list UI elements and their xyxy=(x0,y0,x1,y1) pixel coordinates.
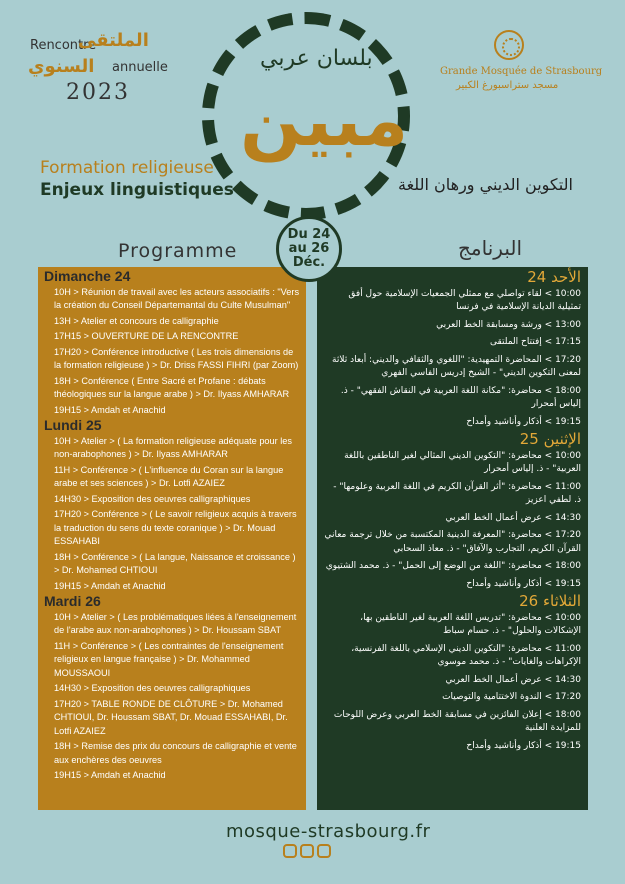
event-fr: 18H > Conférence > ( La langue, Naissance et croissance ) > Dr. Mohamed CHTIOUI xyxy=(54,551,296,575)
event-ar: 10:00 > لقاء تواصلي مع ممثلي الجمعيات الإسلامية حول أفق تمثيلية الديانة الإسلامية في فرنسا xyxy=(348,288,581,312)
event-fr: 19H15 > Amdah et Anachid xyxy=(54,404,166,415)
social-icons xyxy=(283,844,334,862)
event-ar: 10:00 > محاضرة: "التكوين الديني المثالي لغير الناطقين باللغة العربية" - ذ. إلياس أمحرار xyxy=(344,450,581,474)
youtube-icon[interactable] xyxy=(317,844,331,858)
event-ar: 18:00 > محاضرة: "مكانة اللغة العربية في النقاش الفقهي" - ذ. إلياس أمحرار xyxy=(340,385,581,409)
event-fr: 13H > Atelier et concours de calligraphie xyxy=(54,315,219,326)
programme-heading-fr: Programme xyxy=(118,240,238,262)
day-heading-ar: الأحد 24 xyxy=(527,268,581,286)
annuelle-label: annuelle xyxy=(112,60,168,75)
arabic-title-1: الملتقى xyxy=(78,30,149,51)
event-fr: 10H > Atelier > ( La formation religieuse adéquate pour les non-arabophones ) > Dr. Ilyass AMHARAR xyxy=(54,435,292,459)
event-fr: 17H20 > Conférence > ( Le savoir religieux acquis à travers la traduction du sens du texte coranique ) > Dr. Mouad ESSAHABI xyxy=(54,509,297,546)
event-ar: 19:15 > أذكار وأناشيد وأمداح xyxy=(466,578,581,589)
event-ar: 11:00 > محاضرة: "التكوين الديني الإسلامي باللغة الفرنسية، الإكراهات والغايات" - ذ. محمد موسوي xyxy=(351,643,581,667)
event-ar: 19:15 > أذكار وأناشيد وأمداح xyxy=(466,740,581,751)
date-line-2: au 26 xyxy=(288,241,330,256)
event-fr: 17H20 > Conférence introductive ( Les trois dimensions de la formation religieuse ) > Dr. Driss FASSI FIHRI (par Zoom) xyxy=(54,346,299,370)
event-fr: 14H30 > Exposition des oeuvres calligraphiques xyxy=(54,683,251,693)
date-line-3: Déc. xyxy=(292,255,326,270)
facebook-icon[interactable] xyxy=(300,844,314,858)
event-ar: 17:20 > المحاضرة التمهيدية: "اللغوي والثقافي والديني: أبعاد ثلاثة لمعنى التكوين الديني" - الشيخ إدريس الفاسي الفهري xyxy=(332,354,581,378)
day-heading-ar: الإثنين 25 xyxy=(519,430,581,448)
date-line-1: Du 24 xyxy=(287,227,331,242)
event-ar: 17:20 > الندوة الاختتامية والتوصيات xyxy=(442,692,581,702)
formation-title-2: Enjeux linguistiques xyxy=(40,180,234,200)
programme-ar-panel xyxy=(317,267,588,810)
event-ar: 13:00 > ورشة ومسابقة الخط العربي xyxy=(436,319,581,330)
event-fr: 17H15 > OUVERTURE DE LA RENCONTRE xyxy=(54,331,239,341)
logo-arabic-small: بلسان عربي xyxy=(260,46,373,71)
event-fr: 19H15 > Amdah et Anachid xyxy=(54,770,166,780)
day-heading-fr: Lundi 25 xyxy=(44,417,102,433)
event-year: 2023 xyxy=(66,80,130,105)
event-fr: 18H > Conférence ( Entre Sacré et Profane : débats théologiques sur la langue arabe ) > Dr. Ilyass AMHARAR xyxy=(54,375,290,399)
logo-arabic-big: مبين xyxy=(240,78,409,162)
event-ar: 17:20 > محاضرة: "المعرفة الدينية المكتسبة من خلال ترجمة معاني القرآن الكريم، التجارب والآفاق" - ذ. معاذ السحابي xyxy=(324,530,581,554)
mosque-logo-icon xyxy=(494,30,524,60)
day-heading-fr: Dimanche 24 xyxy=(44,268,131,284)
mosque-name-fr: Grande Mosquée de Strasbourg xyxy=(440,66,603,77)
programme-heading-ar: البرنامج xyxy=(458,236,523,260)
day-heading-ar: الثلاثاء 26 xyxy=(519,592,581,610)
instagram-icon[interactable] xyxy=(283,844,297,858)
event-fr: 14H30 > Exposition des oeuvres calligraphiques xyxy=(54,493,251,504)
event-ar: 18:00 > إعلان الفائزين في مسابقة الخط العربي وعرض اللوحات للمزايدة العلنية xyxy=(333,709,581,733)
event-ar: 10:00 > محاضرة: "تدريس اللغة العربية لغير الناطقين بها، الإشكالات والحلول" - ذ. حسام سباط xyxy=(360,612,581,636)
event-ar: 18:00 > محاضرة: "اللغة من الوضع إلى الحمل" - ذ. محمد الشتيوي xyxy=(325,561,581,571)
date-badge xyxy=(276,216,342,282)
event-fr: 17H20 > TABLE RONDE DE CLÔTURE > Dr. Mohamed CHTIOUI, Dr. Houssam SBAT, Dr. Mouad ESSAHABI, Dr. Lotfi AZAIEZ xyxy=(54,698,288,736)
rencontre-label: Rencontre xyxy=(30,38,97,53)
event-ar: 14:30 > عرض أعمال الخط العربي xyxy=(445,512,581,523)
programme-fr-panel xyxy=(38,267,306,810)
event-fr: 10H > Réunion de travail avec les acteurs associatifs : "Vers la création du Conseil Départemantal du Culte Musulman" xyxy=(54,286,300,310)
event-fr: 10H > Atelier > ( Les problématiques liées à l'enseignement de l'arabe aux non-arabophones ) > Dr. Houssam SBAT xyxy=(54,611,297,635)
website-link[interactable]: mosque-strasbourg.fr xyxy=(226,821,431,842)
mosque-name-ar: مسجد ستراسبورغ الكبير xyxy=(456,80,559,91)
day-heading-fr: Mardi 26 xyxy=(44,593,101,609)
event-fr: 19H15 > Amdah et Anachid xyxy=(54,580,166,591)
event-ar: 14:30 > عرض أعمال الخط العربي xyxy=(445,674,581,685)
formation-title-1: Formation religieuse xyxy=(40,158,214,178)
event-ar: 17:15 > إفتتاح الملتقى xyxy=(489,337,581,347)
event-fr: 11H > Conférence > ( Les contraintes de l'enseignement religieux en langue française ) > Dr. Mohammed MOUSSAOUI xyxy=(54,640,284,678)
event-fr: 18H > Remise des prix du concours de calligraphie et vente aux enchères des oeuvres xyxy=(54,741,297,765)
arabic-title-2: السنوي xyxy=(28,56,95,77)
formation-title-ar: التكوين الديني ورهان اللغة xyxy=(398,175,573,194)
event-ar: 11:00 > محاضرة: "أثر القرآن الكريم في اللغة العربية وعلومها" - ذ. لطفي اعزيز xyxy=(333,481,581,505)
event-fr: 11H > Conférence > ( L'influence du Coran sur la langue arabe et ses sciences ) > Dr. Lotfi AZAIEZ xyxy=(54,464,284,488)
event-ar: 19:15 > أذكار وأناشيد وأمداح xyxy=(466,416,581,427)
